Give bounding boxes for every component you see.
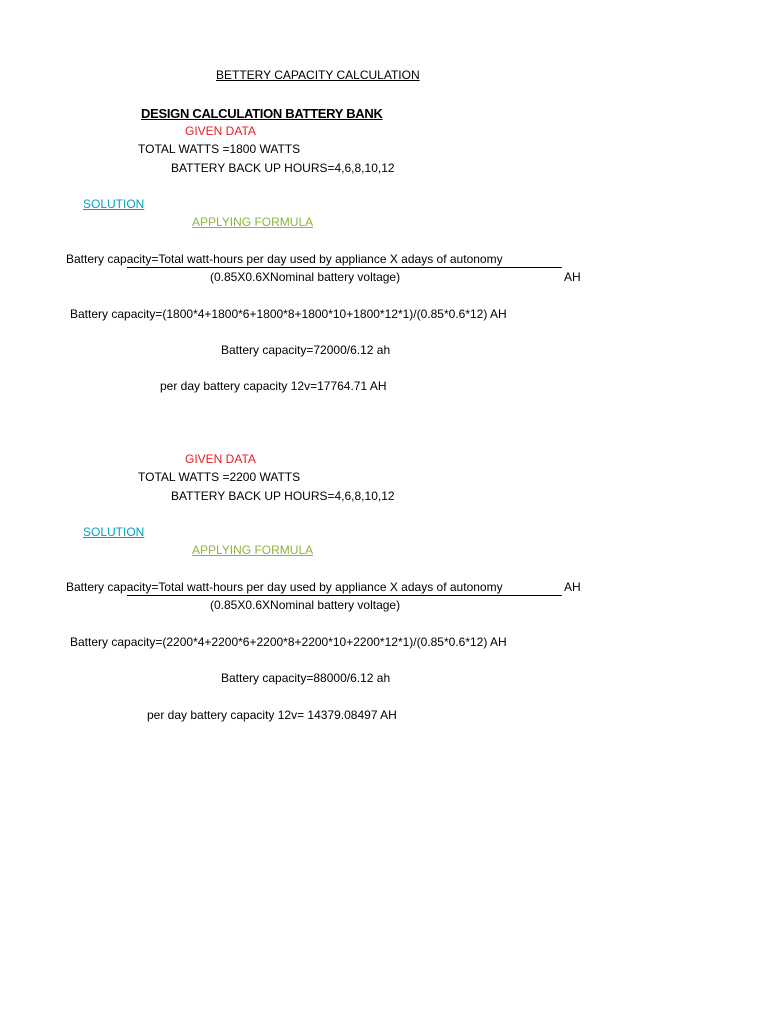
formula-unit-2: AH bbox=[564, 580, 581, 594]
fraction-bar-1 bbox=[127, 267, 562, 268]
applying-formula-1: APPLYING FORMULA bbox=[192, 215, 314, 229]
formula-denominator-1: (0.85X0.6XNominal battery voltage) bbox=[210, 270, 401, 284]
applying-formula-2: APPLYING FORMULA bbox=[192, 543, 314, 557]
page-title: BETTERY CAPACITY CALCULATION bbox=[216, 68, 420, 82]
calculation-simplified-1: Battery capacity=72000/6.12 ah bbox=[221, 343, 391, 357]
backup-hours-2: BATTERY BACK UP HOURS=4,6,8,10,12 bbox=[171, 489, 395, 503]
result-2: per day battery capacity 12v= 14379.08497 AH bbox=[147, 708, 397, 722]
formula-numerator-1: Battery capacity=Total watt-hours per day used by appliance X adays of autonomy bbox=[66, 252, 503, 266]
formula-numerator-2: Battery capacity=Total watt-hours per day used by appliance X adays of autonomy bbox=[66, 580, 503, 594]
solution-heading-1: SOLUTION bbox=[83, 197, 145, 211]
calculation-expanded-1: Battery capacity=(1800*4+1800*6+1800*8+1800*10+1800*12*1)/(0.85*0.6*12) AH bbox=[70, 307, 507, 321]
fraction-bar-2 bbox=[127, 595, 562, 596]
given-data-heading-2: GIVEN DATA bbox=[185, 452, 256, 466]
total-watts-2: TOTAL WATTS =2200 WATTS bbox=[138, 470, 301, 484]
calculation-simplified-2: Battery capacity=88000/6.12 ah bbox=[221, 671, 391, 685]
solution-heading-2: SOLUTION bbox=[83, 525, 145, 539]
result-1: per day battery capacity 12v=17764.71 AH bbox=[160, 379, 387, 393]
backup-hours-1: BATTERY BACK UP HOURS=4,6,8,10,12 bbox=[171, 161, 395, 175]
formula-unit-1: AH bbox=[564, 270, 581, 284]
calculation-expanded-2: Battery capacity=(2200*4+2200*6+2200*8+2200*10+2200*12*1)/(0.85*0.6*12) AH bbox=[70, 635, 507, 649]
page-subtitle: DESIGN CALCULATION BATTERY BANK bbox=[141, 106, 383, 121]
given-data-heading-1: GIVEN DATA bbox=[185, 124, 256, 138]
formula-denominator-2: (0.85X0.6XNominal battery voltage) bbox=[210, 598, 401, 612]
total-watts-1: TOTAL WATTS =1800 WATTS bbox=[138, 142, 301, 156]
